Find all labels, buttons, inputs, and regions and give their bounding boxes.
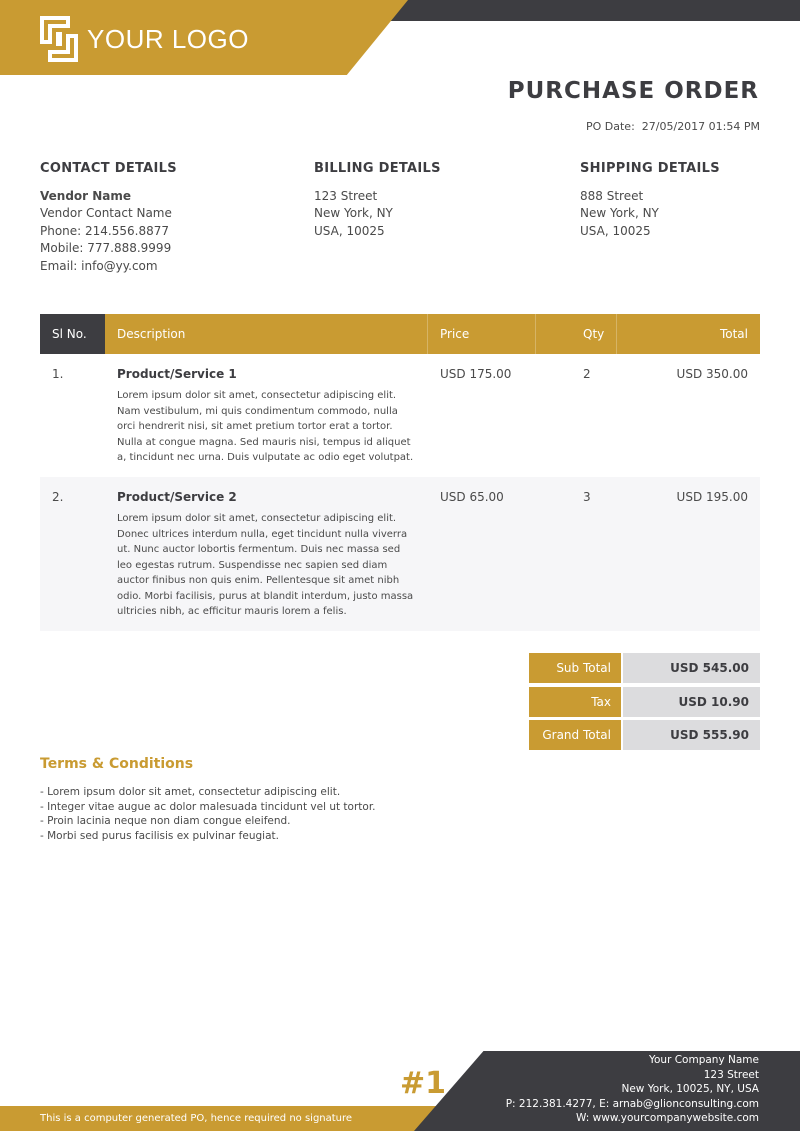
logo-text: YOUR LOGO bbox=[87, 23, 249, 54]
row-description bbox=[117, 388, 422, 466]
page-title: PURCHASE ORDER bbox=[507, 78, 759, 104]
terms-item: - Integer vitae augue ac dolor malesuada tincidunt vel ut tortor. bbox=[40, 800, 376, 813]
row-description bbox=[117, 511, 422, 620]
col-total-header: Total bbox=[719, 327, 748, 341]
grand-total-value: USD 555.90 bbox=[623, 720, 760, 750]
row-sl: 2. bbox=[52, 490, 64, 504]
col-sl-header: Sl No. bbox=[52, 327, 87, 341]
header-dark-band bbox=[380, 0, 800, 21]
table-row bbox=[40, 354, 760, 477]
row-description-line: ultricies nibh, ac efficitur mauris lorem a felis. bbox=[117, 606, 347, 617]
shipping-line1: 888 Street bbox=[580, 188, 644, 203]
shipping-line3: USA, 10025 bbox=[580, 223, 651, 238]
subtotal-value: USD 545.00 bbox=[623, 653, 760, 683]
row-description-line: orci hendrerit nisi, sit amet pretium tortor erat a tortor. bbox=[117, 421, 393, 432]
terms-item: - Proin lacinia neque non diam congue eleifend. bbox=[40, 815, 291, 827]
row-sl: 1. bbox=[52, 367, 64, 381]
terms-item: - Lorem ipsum dolor sit amet, consectetur adipiscing elit. bbox=[40, 786, 341, 798]
row-description-line: Nulla at congue magna. Sed mauris nisi, tempus id aliquet bbox=[117, 436, 411, 448]
terms-list bbox=[40, 785, 376, 843]
vendor-phone: Phone: 214.556.8877 bbox=[40, 223, 170, 238]
header-divider bbox=[427, 314, 428, 354]
row-description-line: Lorem ipsum dolor sit amet, consectetur adipiscing elit. bbox=[117, 513, 397, 524]
vendor-email: Email: info@yy.com bbox=[40, 258, 158, 273]
col-price-header: Price bbox=[440, 327, 470, 341]
row-description-line: Lorem ipsum dolor sit amet, consectetur adipiscing elit. bbox=[117, 390, 397, 401]
company-city: New York, 10025, NY, USA bbox=[621, 1083, 759, 1096]
row-total: USD 350.00 bbox=[676, 367, 748, 381]
vendor-contact: Vendor Contact Name bbox=[40, 206, 172, 220]
po-date-label: PO Date: bbox=[585, 120, 635, 133]
subtotal-label: Sub Total bbox=[529, 653, 621, 683]
row-description-line: Donec ultrices interdum nulla, eget tincidunt nulla viverra bbox=[117, 528, 408, 540]
logo-mark-icon bbox=[40, 16, 78, 62]
row-description-line: a, tincidunt nec urna. Duis vulputate ac odio eget volutpat. bbox=[117, 452, 414, 463]
tax-label: Tax bbox=[529, 687, 621, 717]
company-logo bbox=[40, 16, 249, 62]
row-price: USD 65.00 bbox=[440, 490, 504, 504]
header-divider bbox=[616, 314, 617, 354]
row-product-name: Product/Service 2 bbox=[117, 490, 237, 504]
tax-value: USD 10.90 bbox=[623, 687, 760, 717]
table-header bbox=[40, 314, 760, 354]
items-table bbox=[40, 314, 760, 631]
grand-total-row bbox=[529, 720, 760, 750]
billing-line3: USA, 10025 bbox=[314, 223, 385, 238]
page-number: #1 bbox=[400, 1066, 447, 1101]
shipping-heading: SHIPPING DETAILS bbox=[580, 161, 720, 176]
billing-line1: 123 Street bbox=[314, 188, 378, 203]
company-info bbox=[506, 1053, 759, 1126]
row-description-line: Nam vestibulum, mi quis condimentum commodo, nulla bbox=[117, 405, 398, 417]
grand-total-label: Grand Total bbox=[529, 720, 621, 750]
tax-row bbox=[529, 687, 760, 717]
vendor-name: Vendor Name bbox=[40, 188, 132, 203]
vendor-mobile: Mobile: 777.888.9999 bbox=[40, 241, 172, 255]
row-description-line: auctor finibus non quis enim. Pellentesque sit amet nibh bbox=[117, 575, 400, 586]
subtotal-row bbox=[529, 653, 760, 683]
shipping-line2: New York, NY bbox=[580, 206, 659, 220]
header-divider bbox=[535, 314, 536, 354]
contact-details bbox=[40, 160, 177, 275]
col-description-header: Description bbox=[117, 327, 186, 341]
table-row bbox=[40, 477, 760, 631]
terms-title: Terms & Conditions bbox=[40, 756, 194, 772]
billing-details bbox=[314, 160, 441, 240]
terms-item: - Morbi sed purus facilisis ex pulvinar feugiat. bbox=[40, 829, 279, 842]
row-price: USD 175.00 bbox=[440, 367, 512, 381]
totals-box bbox=[529, 653, 760, 754]
row-qty: 2 bbox=[583, 367, 591, 381]
shipping-details bbox=[580, 160, 720, 240]
po-date bbox=[586, 120, 760, 133]
company-website: W: www.yourcompanywebsite.com bbox=[576, 1112, 759, 1125]
row-product-name: Product/Service 1 bbox=[117, 367, 237, 381]
company-name: Your Company Name bbox=[648, 1054, 759, 1066]
col-qty-header: Qty bbox=[583, 327, 605, 341]
po-date-value: 27/05/2017 01:54 PM bbox=[641, 120, 760, 133]
row-qty: 3 bbox=[583, 490, 591, 504]
company-street: 123 Street bbox=[703, 1068, 759, 1081]
row-description-line: odio. Morbi facilisis, purus at blandit interdum, justo massa bbox=[117, 590, 414, 602]
footer-note: This is a computer generated PO, hence required no signature bbox=[40, 1113, 353, 1124]
company-contact: P: 212.381.4277, E: arnab@glionconsulting.com bbox=[505, 1097, 759, 1110]
row-description-line: leo egestas rutrum. Suspendisse nec sapien sed diam bbox=[117, 559, 388, 571]
contact-heading: CONTACT DETAILS bbox=[40, 161, 177, 176]
billing-line2: New York, NY bbox=[314, 206, 393, 220]
row-total: USD 195.00 bbox=[676, 490, 748, 504]
billing-heading: BILLING DETAILS bbox=[314, 161, 441, 176]
row-description-line: ut. Nunc auctor lobortis fermentum. Duis nec massa sed bbox=[117, 544, 401, 555]
